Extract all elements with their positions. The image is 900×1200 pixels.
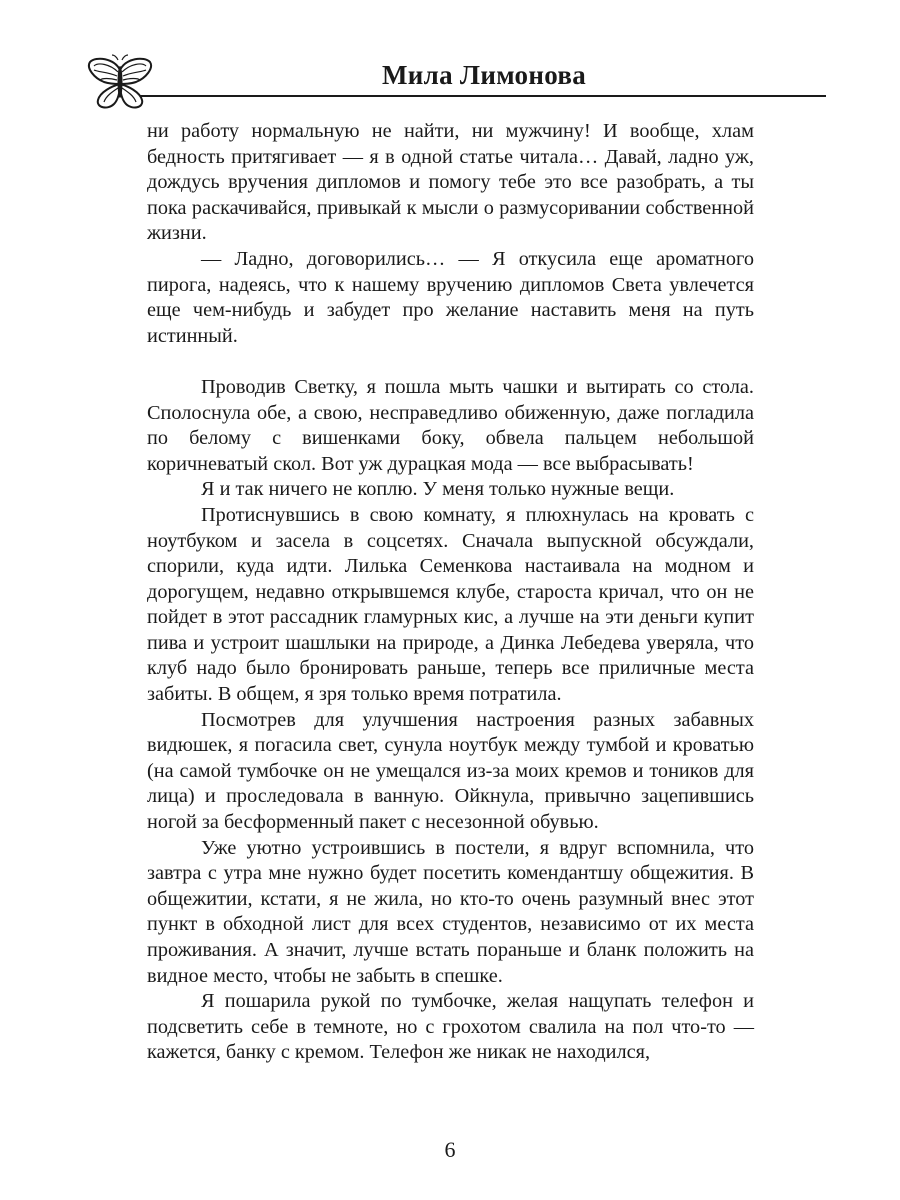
page-body [147,119,754,1066]
paragraph: Я пошарила рукой по тумбочке, желая нащупать телефон и подсветить себе в темноте, но с грохотом свалила на пол что-то — кажется, банку с кремом. Телефон же никак не находился, [147,990,754,1064]
section-break [147,349,754,375]
header-divider [140,95,826,97]
page-number: 6 [444,1137,456,1162]
paragraph: Уже уютно устроившись в постели, я вдруг вспомнила, что завтра с утра мне нужно будет посетить комендантшу общежития. В общежитии, кстати, я не жила, но кто-то очень разумный внес этот пункт в обходной лист для всех студентов, независимо от их места проживания. А значит, лучше встать пораньше и бланк положить на видное место, чтобы не забыть в спешке. [147,836,754,987]
paragraph: Протиснувшись в свою комнату, я плюхнулась на кровать с ноутбуком и засела в соцсетях. Сначала выпускной обсуждали, спорили, куда идти. Лилька Семенкова настаивала на модном и дорогущем, недавно открывшемся клубе, староста кричал, что он не пойдет в этот рассадник гламурных кис, а лучше на эти деньги купит пива и устроит шашлыки на природе, а Динка Лебедева уверяла, что клуб надо было бронировать раньше, теперь все приличные места забиты. В общем, я зря только время потратила. [147,503,754,706]
paragraph: — Ладно, договорились… — Я откусила еще ароматного пирога, надеясь, что к нашему вручению дипломов Света увлечется еще чем-нибудь и забудет про желание наставить меня на путь истинный. [147,247,754,347]
butterfly-icon [84,54,156,114]
paragraph: Я и так ничего не коплю. У меня только нужные вещи. [201,478,675,501]
paragraph: Посмотрев для улучшения настроения разных забавных видюшек, я погасила свет, сунула ноутбук между тумбой и кроватью (на самой тумбочке он не умещался из-за моих кремов и тоников для лица) и проследовала в ванную. Ойкнула, привычно зацепившись ногой за бесформенный пакет с несезонной обувью. [147,708,754,834]
paragraph: Проводив Светку, я пошла мыть чашки и вытирать со стола. Сполоснула обе, а свою, несправедливо обиженную, даже погладила по белому с вишенками боку, обвела пальцем небольшой коричневатый скол. Вот уж дурацкая мода — все выбрасывать! [147,375,754,475]
running-header [84,54,824,100]
book-author-title: Мила Лимонова [381,60,586,90]
paragraph: ни работу нормальную не найти, ни мужчину! И вообще, хлам бедность притягивает — я в одной статье читала… Давай, ладно уж, дождусь вручения дипломов и помогу тебе это все разобрать, а ты пока раскачивайся, привыкай к мысли о размусоривании собственной жизни. [147,120,754,245]
